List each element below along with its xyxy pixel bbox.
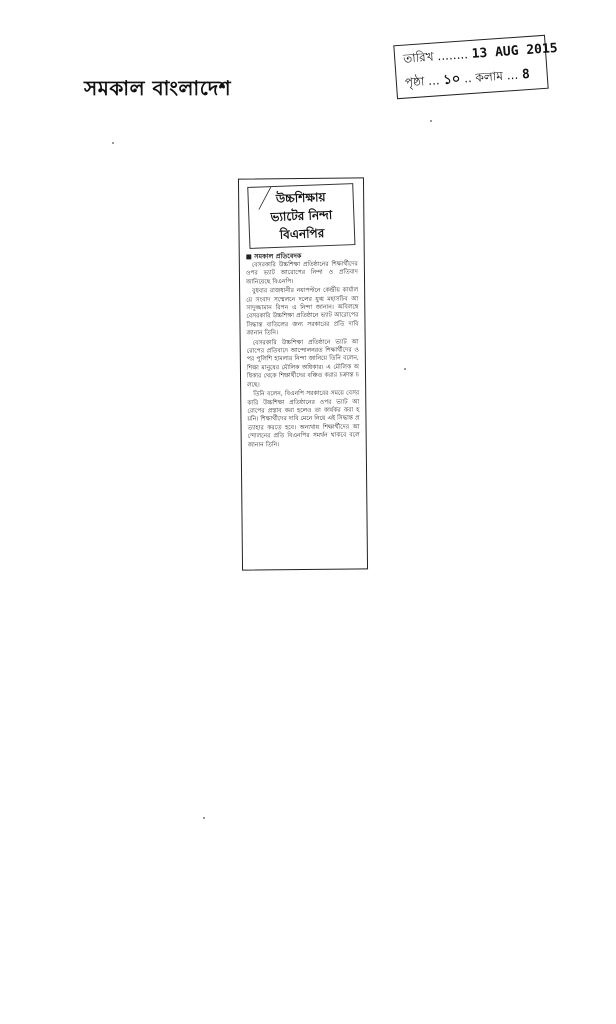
article-paragraph: বুধবার রাজধানীর নয়াপল্টনে কেন্দ্রীয় কার্যালয়ে সংবাদ সম্মেলনে দলের যুগ্ম মহাসচিব আসাদুজ্জামান রিপন এ নিন্দা জানান। অবিলম্বে বেসরকারি উচ্চশিক্ষা প্রতিষ্ঠানে ভ্যাট আরোপের সিদ্ধান্ত বাতিলের জন্য সরকারের প্রতি দাবি জানান তিনি। xyxy=(246,286,359,337)
article-paragraph: বেসরকারি উচ্চশিক্ষা প্রতিষ্ঠানের শিক্ষার্থীদের ওপর ভ্যাট আরোপের নিন্দা ও প্রতিবাদ জানিয়েছে বিএনপি। xyxy=(245,260,358,286)
article-paragraph: বেসরকারি উচ্চশিক্ষা প্রতিষ্ঠানে ভ্যাট আরোপের প্রতিবাদে আন্দোলনরত শিক্ষার্থীদের ওপর পুলিশি হামলার নিন্দা জানিয়ে তিনি বলেন, শিক্ষা মানুষের মৌলিক অধিকার। এ মৌলিক অধিকার থেকে শিক্ষার্থীদের বঞ্চিত করার চক্রান্ত চলছে। xyxy=(246,338,360,389)
scan-speck xyxy=(112,142,114,144)
stamp-page-label: পৃষ্ঠা xyxy=(404,74,425,90)
article-paragraph: তিনি বলেন, বিএনপি সরকারের সময়ে বেসরকারি উচ্চশিক্ষা প্রতিষ্ঠানের ওপর ভ্যাট আরোপের প্রস্তাব করা হলেও তা কার্যকর করা হয়নি। শিক্ষার্থীদের দাবি মেনে নিয়ে এই সিদ্ধান্ত প্রত্যাহার করতে হবে। অন্যথায় শিক্ষার্থীদের আন্দোলনের প্রতি বিএনপির সমর্থন থাকবে বলে জানান তিনি। xyxy=(247,389,360,449)
archive-stamp xyxy=(393,35,559,99)
stamp-date-label: তারিখ xyxy=(402,49,435,66)
newspaper-masthead: সমকাল বাংলাদেশ xyxy=(84,76,232,100)
stamp-date-row: তারিখ ........ 13 AUG 2015 xyxy=(402,40,559,66)
stamp-page-row: পৃষ্ঠা ... ১০ .. কলাম ... 8 xyxy=(404,66,531,90)
stamp-column-value: 8 xyxy=(521,66,531,83)
scan-speck xyxy=(430,120,432,122)
byline: ■ সমকাল প্রতিবেদক xyxy=(245,252,302,261)
headline-box xyxy=(247,183,355,249)
headline-line-3: বিএনপির xyxy=(279,226,325,242)
scan-speck xyxy=(203,817,205,819)
news-clipping xyxy=(238,177,368,570)
stamp-column-label: কলাম xyxy=(474,68,504,85)
stamp-date-value: 13 AUG 2015 xyxy=(471,40,559,62)
scan-speck xyxy=(404,368,406,370)
headline-line-1: উচ্চশিক্ষায় xyxy=(275,190,326,206)
headline-line-2: ভ্যাটের নিন্দা xyxy=(270,207,333,225)
stamp-page-value: ১০ xyxy=(442,71,461,88)
article-body xyxy=(246,260,360,450)
